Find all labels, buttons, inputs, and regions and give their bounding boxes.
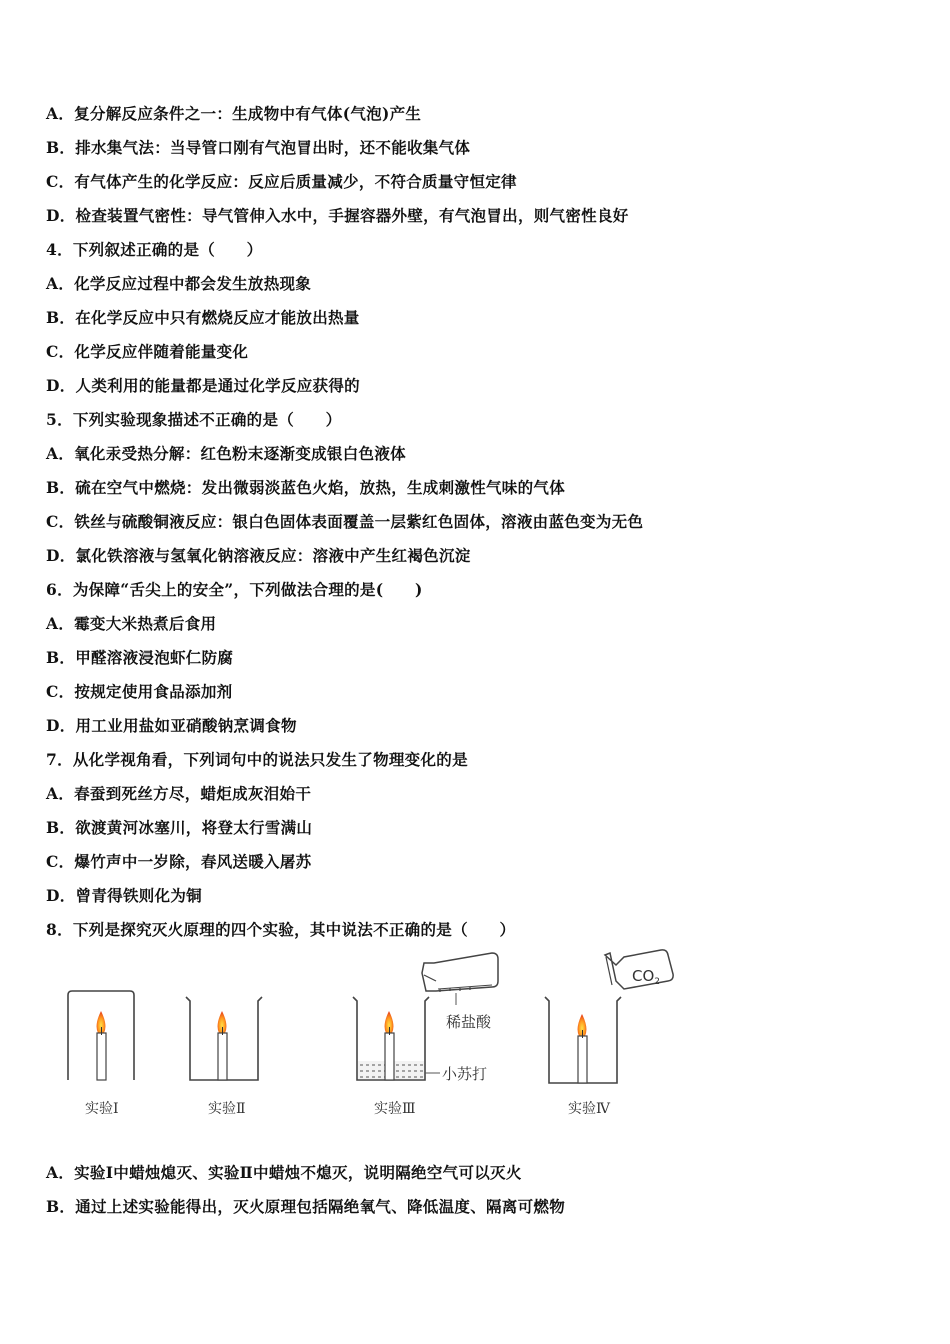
baking-soda-label: 小苏打 (442, 1065, 488, 1083)
experiment-2-apparatus (186, 997, 262, 1080)
option-5d: D．氯化铁溶液与氢氧化钠溶液反应：溶液中产生红褐色沉淀 (46, 546, 471, 565)
caption-experiment-3: 实验Ⅲ (374, 1101, 416, 1117)
candle-2 (218, 1011, 227, 1080)
option-3d: D．检查装置气密性：导气管伸入水中，手握容器外壁，有气泡冒出，则气密性良好 (46, 206, 629, 225)
question-7: 7．从化学视角看，下列词句中的说法只发生了物理变化的是 (46, 750, 468, 769)
option-6a: A．霉变大米热煮后食用 (46, 614, 217, 633)
option-6c: C．按规定使用食品添加剂 (46, 682, 233, 701)
experiment-3-apparatus (353, 953, 498, 1083)
option-6b: B．甲醛溶液浸泡虾仁防腐 (46, 648, 234, 667)
option-6d: D．用工业用盐如亚硝酸钠烹调食物 (46, 716, 297, 735)
option-4c: C．化学反应伴随着能量变化 (46, 342, 249, 361)
option-4b: B．在化学反应中只有燃烧反应才能放出热量 (46, 308, 360, 327)
option-8a: A．实验Ⅰ中蜡烛熄灭、实验Ⅱ中蜡烛不熄灭，说明隔绝空气可以灭火 (46, 1163, 522, 1182)
option-7a: A．春蚕到死丝方尽，蜡炬成灰泪始干 (46, 784, 312, 803)
option-3a: A．复分解反应条件之一：生成物中有气体(气泡)产生 (46, 104, 422, 123)
candle-3 (385, 1011, 394, 1080)
option-5b: B．硫在空气中燃烧：发出微弱淡蓝色火焰，放热，生成刺激性气味的气体 (46, 478, 566, 497)
question-8: 8．下列是探究灭火原理的四个实验，其中说法不正确的是（ ） (46, 920, 516, 939)
experiment-figure (40, 945, 760, 1130)
caption-experiment-1: 实验Ⅰ (85, 1101, 119, 1117)
option-5c: C．铁丝与硫酸铜液反应：银白色固体表面覆盖一层紫红色固体，溶液由蓝色变为无色 (46, 512, 644, 531)
candle-1 (97, 1011, 106, 1080)
experiment-4-apparatus (545, 950, 673, 1083)
option-7b: B．欲渡黄河冰塞川，将登太行雪满山 (46, 818, 313, 837)
question-5: 5．下列实验现象描述不正确的是（ ） (46, 410, 342, 429)
co2-label: $CO_2$ (632, 967, 661, 987)
option-7d: D．曾青得铁则化为铜 (46, 886, 202, 905)
experiment-1-apparatus (68, 991, 134, 1080)
candle-4 (578, 1014, 587, 1083)
option-3b: B．排水集气法：当导管口刚有气泡冒出时，还不能收集气体 (46, 138, 471, 157)
option-3c: C．有气体产生的化学反应：反应后质量减少，不符合质量守恒定律 (46, 172, 517, 191)
caption-experiment-2: 实验Ⅱ (208, 1101, 246, 1117)
caption-experiment-4: 实验Ⅳ (568, 1101, 610, 1117)
question-6: 6．为保障“舌尖上的安全”，下列做法合理的是( ) (46, 580, 423, 599)
acid-label: 稀盐酸 (446, 1013, 492, 1031)
option-4a: A．化学反应过程中都会发生放热现象 (46, 274, 312, 293)
option-8b: B．通过上述实验能得出，灭火原理包括隔绝氧气、降低温度、隔离可燃物 (46, 1197, 566, 1216)
option-5a: A．氧化汞受热分解：红色粉末逐渐变成银白色液体 (46, 444, 406, 463)
option-7c: C．爆竹声中一岁除，春风送暖入屠苏 (46, 852, 312, 871)
question-4: 4．下列叙述正确的是（ ） (46, 240, 263, 259)
acid-reagent-bottle (422, 953, 498, 992)
option-4d: D．人类利用的能量都是通过化学反应获得的 (46, 376, 360, 395)
